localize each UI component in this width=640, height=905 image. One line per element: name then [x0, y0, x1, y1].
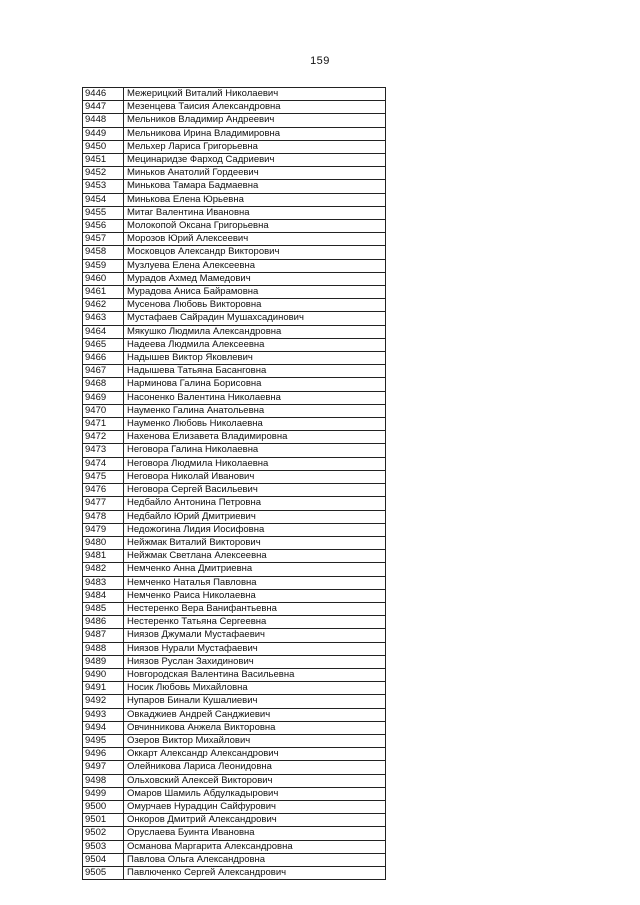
- row-number-cell: 9483: [83, 576, 124, 589]
- person-name-cell: Павлова Ольга Александровна: [124, 853, 386, 866]
- table-row: [83, 787, 386, 800]
- person-name-cell: Московцов Александр Викторович: [124, 246, 386, 259]
- table-row: [83, 866, 386, 879]
- person-name-cell: Ниязов Руслан Захидинович: [124, 655, 386, 668]
- table-row: [83, 246, 386, 259]
- person-name-cell: Нарминова Галина Борисовна: [124, 378, 386, 391]
- person-name-cell: Морозов Юрий Алексеевич: [124, 233, 386, 246]
- person-name-cell: Мезенцева Таисия Александровна: [124, 101, 386, 114]
- table-row: [83, 352, 386, 365]
- table-row: [83, 642, 386, 655]
- registry-table: [82, 87, 386, 880]
- row-number-cell: 9462: [83, 299, 124, 312]
- row-number-cell: 9504: [83, 853, 124, 866]
- person-name-cell: Молокопой Оксана Григорьевна: [124, 220, 386, 233]
- row-number-cell: 9458: [83, 246, 124, 259]
- person-name-cell: Немченко Наталья Павловна: [124, 576, 386, 589]
- person-name-cell: Нестеренко Татьяна Сергеевна: [124, 616, 386, 629]
- row-number-cell: 9460: [83, 272, 124, 285]
- table-row: [83, 536, 386, 549]
- table-row: [83, 88, 386, 101]
- row-number-cell: 9470: [83, 404, 124, 417]
- row-number-cell: 9477: [83, 497, 124, 510]
- table-row: [83, 127, 386, 140]
- page-number: 159: [310, 55, 330, 67]
- row-number-cell: 9473: [83, 444, 124, 457]
- person-name-cell: Носик Любовь Михайловна: [124, 682, 386, 695]
- row-number-cell: 9498: [83, 774, 124, 787]
- table-row: [83, 602, 386, 615]
- table-row: [83, 814, 386, 827]
- person-name-cell: Оккарт Александр Александрович: [124, 748, 386, 761]
- row-number-cell: 9505: [83, 866, 124, 879]
- table-row: [83, 774, 386, 787]
- person-name-cell: Недожогина Лидия Иосифовна: [124, 523, 386, 536]
- table-row: [83, 259, 386, 272]
- table-row: [83, 457, 386, 470]
- person-name-cell: Овчинникова Анжела Викторовна: [124, 721, 386, 734]
- table-row: [83, 312, 386, 325]
- table-row: [83, 655, 386, 668]
- row-number-cell: 9502: [83, 827, 124, 840]
- table-row: [83, 827, 386, 840]
- row-number-cell: 9503: [83, 840, 124, 853]
- table-row: [83, 193, 386, 206]
- row-number-cell: 9468: [83, 378, 124, 391]
- person-name-cell: Мельхер Лариса Григорьевна: [124, 140, 386, 153]
- row-number-cell: 9450: [83, 140, 124, 153]
- person-name-cell: Науменко Любовь Николаевна: [124, 418, 386, 431]
- person-name-cell: Насоненко Валентина Николаевна: [124, 391, 386, 404]
- person-name-cell: Мурадов Ахмед Мамедович: [124, 272, 386, 285]
- person-name-cell: Неговора Галина Николаевна: [124, 444, 386, 457]
- person-name-cell: Нейжмак Виталий Викторович: [124, 536, 386, 549]
- table-row: [83, 272, 386, 285]
- registry-table-body: [83, 88, 386, 880]
- person-name-cell: Омурчаев Нурадцин Сайфурович: [124, 800, 386, 813]
- row-number-cell: 9475: [83, 470, 124, 483]
- table-row: [83, 418, 386, 431]
- table-row: [83, 589, 386, 602]
- row-number-cell: 9476: [83, 484, 124, 497]
- row-number-cell: 9492: [83, 695, 124, 708]
- row-number-cell: 9485: [83, 602, 124, 615]
- table-row: [83, 404, 386, 417]
- person-name-cell: Надеева Людмила Алексеевна: [124, 338, 386, 351]
- row-number-cell: 9493: [83, 708, 124, 721]
- row-number-cell: 9487: [83, 629, 124, 642]
- person-name-cell: Немченко Раиса Николаевна: [124, 589, 386, 602]
- table-row: [83, 365, 386, 378]
- row-number-cell: 9457: [83, 233, 124, 246]
- row-number-cell: 9467: [83, 365, 124, 378]
- row-number-cell: 9500: [83, 800, 124, 813]
- table-row: [83, 576, 386, 589]
- row-number-cell: 9454: [83, 193, 124, 206]
- table-row: [83, 563, 386, 576]
- table-row: [83, 286, 386, 299]
- row-number-cell: 9464: [83, 325, 124, 338]
- row-number-cell: 9474: [83, 457, 124, 470]
- table-row: [83, 299, 386, 312]
- person-name-cell: Нахенова Елизавета Владимировна: [124, 431, 386, 444]
- table-row: [83, 734, 386, 747]
- row-number-cell: 9488: [83, 642, 124, 655]
- person-name-cell: Новгородская Валентина Васильевна: [124, 668, 386, 681]
- person-name-cell: Недбайло Антонина Петровна: [124, 497, 386, 510]
- table-row: [83, 695, 386, 708]
- person-name-cell: Минькова Тамара Бадмаевна: [124, 180, 386, 193]
- row-number-cell: 9471: [83, 418, 124, 431]
- table-row: [83, 338, 386, 351]
- row-number-cell: 9461: [83, 286, 124, 299]
- person-name-cell: Омаров Шамиль Абдулкадырович: [124, 787, 386, 800]
- row-number-cell: 9449: [83, 127, 124, 140]
- row-number-cell: 9469: [83, 391, 124, 404]
- row-number-cell: 9494: [83, 721, 124, 734]
- table-row: [83, 840, 386, 853]
- table-row: [83, 708, 386, 721]
- row-number-cell: 9465: [83, 338, 124, 351]
- row-number-cell: 9453: [83, 180, 124, 193]
- row-number-cell: 9479: [83, 523, 124, 536]
- person-name-cell: Мельникова Ирина Владимировна: [124, 127, 386, 140]
- table-row: [83, 233, 386, 246]
- person-name-cell: Межерицкий Виталий Николаевич: [124, 88, 386, 101]
- row-number-cell: 9499: [83, 787, 124, 800]
- person-name-cell: Немченко Анна Дмитриевна: [124, 563, 386, 576]
- person-name-cell: Мякушко Людмила Александровна: [124, 325, 386, 338]
- table-row: [83, 431, 386, 444]
- person-name-cell: Овкаджиев Андрей Санджиевич: [124, 708, 386, 721]
- registry-table-wrapper: [82, 87, 386, 880]
- person-name-cell: Музлуева Елена Алексеевна: [124, 259, 386, 272]
- table-row: [83, 484, 386, 497]
- person-name-cell: Оруслаева Буинта Ивановна: [124, 827, 386, 840]
- row-number-cell: 9482: [83, 563, 124, 576]
- person-name-cell: Озеров Виктор Михайлович: [124, 734, 386, 747]
- row-number-cell: 9497: [83, 761, 124, 774]
- table-row: [83, 668, 386, 681]
- table-row: [83, 523, 386, 536]
- table-row: [83, 154, 386, 167]
- table-row: [83, 206, 386, 219]
- person-name-cell: Мустафаев Сайрадин Мушахсадинович: [124, 312, 386, 325]
- table-row: [83, 101, 386, 114]
- person-name-cell: Неговора Николай Иванович: [124, 470, 386, 483]
- person-name-cell: Неговора Людмила Николаевна: [124, 457, 386, 470]
- person-name-cell: Онкоров Дмитрий Александрович: [124, 814, 386, 827]
- table-row: [83, 114, 386, 127]
- table-row: [83, 325, 386, 338]
- row-number-cell: 9472: [83, 431, 124, 444]
- table-row: [83, 761, 386, 774]
- person-name-cell: Павлюченко Сергей Александрович: [124, 866, 386, 879]
- row-number-cell: 9459: [83, 259, 124, 272]
- row-number-cell: 9489: [83, 655, 124, 668]
- person-name-cell: Олейникова Лариса Леонидовна: [124, 761, 386, 774]
- table-row: [83, 629, 386, 642]
- row-number-cell: 9447: [83, 101, 124, 114]
- table-row: [83, 800, 386, 813]
- table-row: [83, 180, 386, 193]
- table-row: [83, 748, 386, 761]
- row-number-cell: 9486: [83, 616, 124, 629]
- row-number-cell: 9495: [83, 734, 124, 747]
- row-number-cell: 9455: [83, 206, 124, 219]
- row-number-cell: 9478: [83, 510, 124, 523]
- row-number-cell: 9480: [83, 536, 124, 549]
- table-row: [83, 721, 386, 734]
- row-number-cell: 9466: [83, 352, 124, 365]
- row-number-cell: 9446: [83, 88, 124, 101]
- table-row: [83, 167, 386, 180]
- row-number-cell: 9463: [83, 312, 124, 325]
- row-number-cell: 9481: [83, 550, 124, 563]
- person-name-cell: Ниязов Джумали Мустафаевич: [124, 629, 386, 642]
- person-name-cell: Мецинаридзе Фарход Садриевич: [124, 154, 386, 167]
- table-row: [83, 140, 386, 153]
- person-name-cell: Ольховский Алексей Викторович: [124, 774, 386, 787]
- person-name-cell: Нестеренко Вера Ванифантьевна: [124, 602, 386, 615]
- row-number-cell: 9484: [83, 589, 124, 602]
- table-row: [83, 550, 386, 563]
- row-number-cell: 9490: [83, 668, 124, 681]
- person-name-cell: Османова Маргарита Александровна: [124, 840, 386, 853]
- table-row: [83, 853, 386, 866]
- person-name-cell: Науменко Галина Анатольевна: [124, 404, 386, 417]
- person-name-cell: Митаг Валентина Ивановна: [124, 206, 386, 219]
- row-number-cell: 9451: [83, 154, 124, 167]
- person-name-cell: Минькова Елена Юрьевна: [124, 193, 386, 206]
- table-row: [83, 682, 386, 695]
- table-row: [83, 444, 386, 457]
- person-name-cell: Мусенова Любовь Викторовна: [124, 299, 386, 312]
- person-name-cell: Нупаров Бинали Кушалиевич: [124, 695, 386, 708]
- person-name-cell: Надышева Татьяна Басанговна: [124, 365, 386, 378]
- table-row: [83, 378, 386, 391]
- person-name-cell: Мельников Владимир Андреевич: [124, 114, 386, 127]
- person-name-cell: Нейжмак Светлана Алексеевна: [124, 550, 386, 563]
- person-name-cell: Мурадова Аниса Байрамовна: [124, 286, 386, 299]
- person-name-cell: Надышев Виктор Яковлевич: [124, 352, 386, 365]
- row-number-cell: 9456: [83, 220, 124, 233]
- row-number-cell: 9496: [83, 748, 124, 761]
- table-row: [83, 616, 386, 629]
- person-name-cell: Недбайло Юрий Дмитриевич: [124, 510, 386, 523]
- table-row: [83, 470, 386, 483]
- table-row: [83, 510, 386, 523]
- person-name-cell: Миньков Анатолий Гордеевич: [124, 167, 386, 180]
- table-row: [83, 220, 386, 233]
- row-number-cell: 9448: [83, 114, 124, 127]
- person-name-cell: Неговора Сергей Васильевич: [124, 484, 386, 497]
- table-row: [83, 391, 386, 404]
- table-row: [83, 497, 386, 510]
- row-number-cell: 9452: [83, 167, 124, 180]
- row-number-cell: 9491: [83, 682, 124, 695]
- row-number-cell: 9501: [83, 814, 124, 827]
- person-name-cell: Ниязов Нурали Мустафаевич: [124, 642, 386, 655]
